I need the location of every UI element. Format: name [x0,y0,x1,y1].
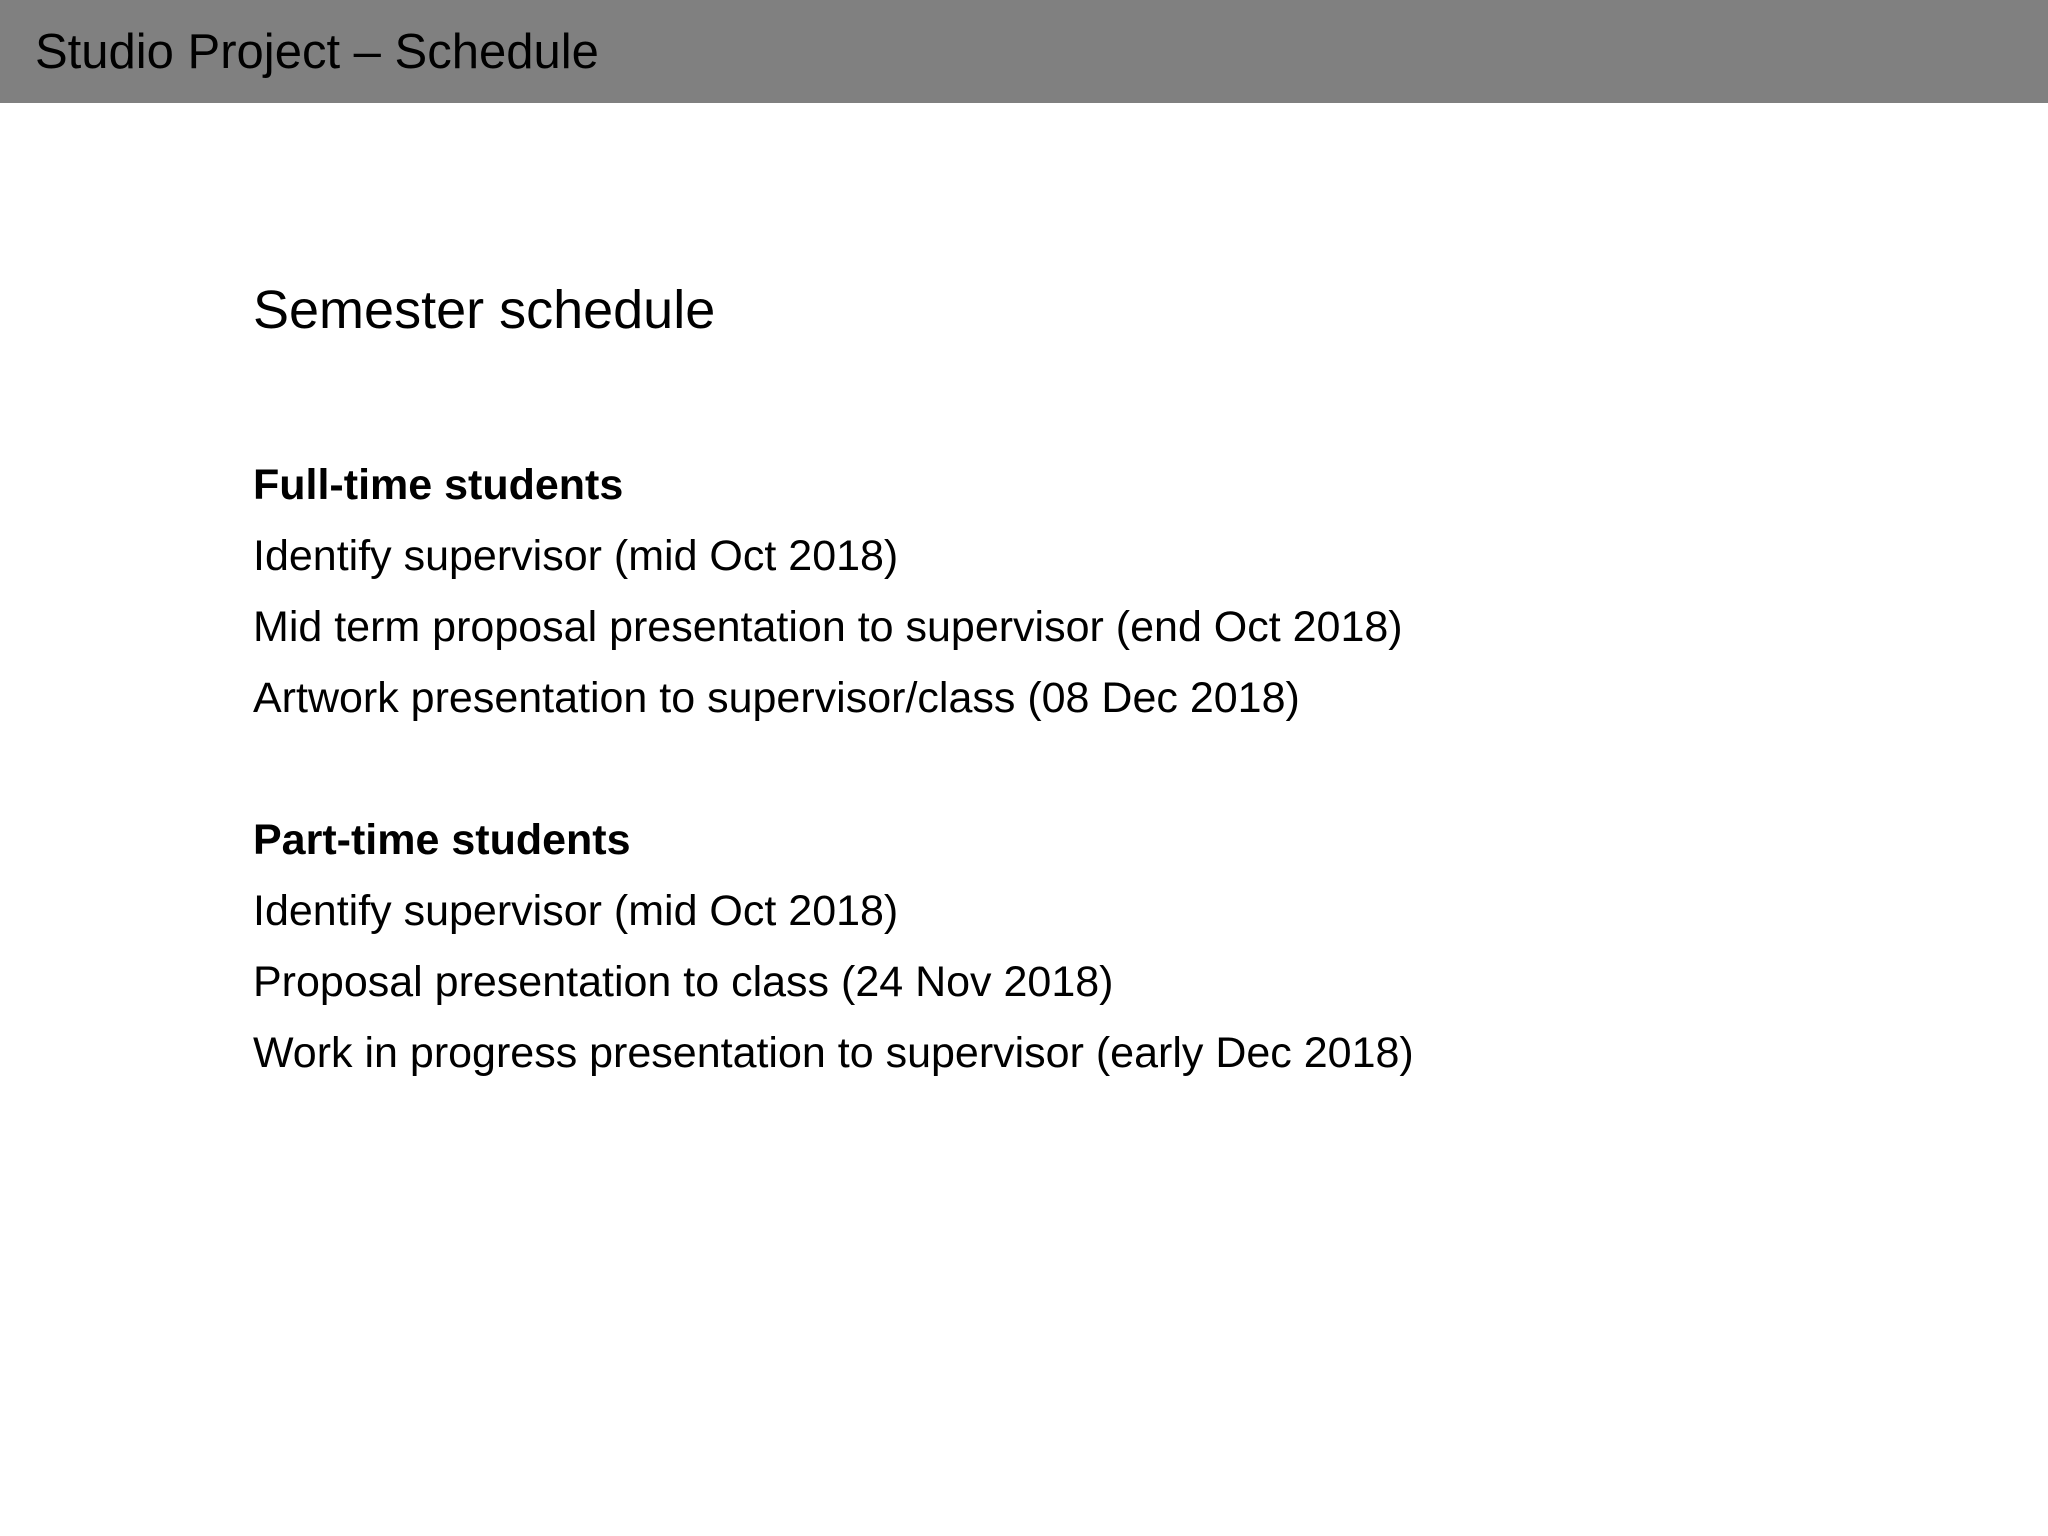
schedule-item: Identify supervisor (mid Oct 2018) [253,887,899,935]
page-title: Studio Project – Schedule [35,25,599,79]
slide-content [253,270,1953,1077]
title-bar [0,0,2048,103]
part-time-heading: Part-time students [253,816,631,864]
schedule-item: Artwork presentation to supervisor/class (08 Dec 2018) [253,674,1300,722]
schedule-item: Mid term proposal presentation to supervisor (end Oct 2018) [253,603,1403,651]
full-time-heading: Full-time students [253,461,624,509]
part-time-section [253,805,1414,1089]
schedule-item: Identify supervisor (mid Oct 2018) [253,532,899,580]
schedule-item: Proposal presentation to class (24 Nov 2018) [253,958,1114,1006]
section-heading: Semester schedule [253,280,716,340]
full-time-section [253,450,1403,734]
schedule-item: Work in progress presentation to supervisor (early Dec 2018) [253,1029,1414,1077]
